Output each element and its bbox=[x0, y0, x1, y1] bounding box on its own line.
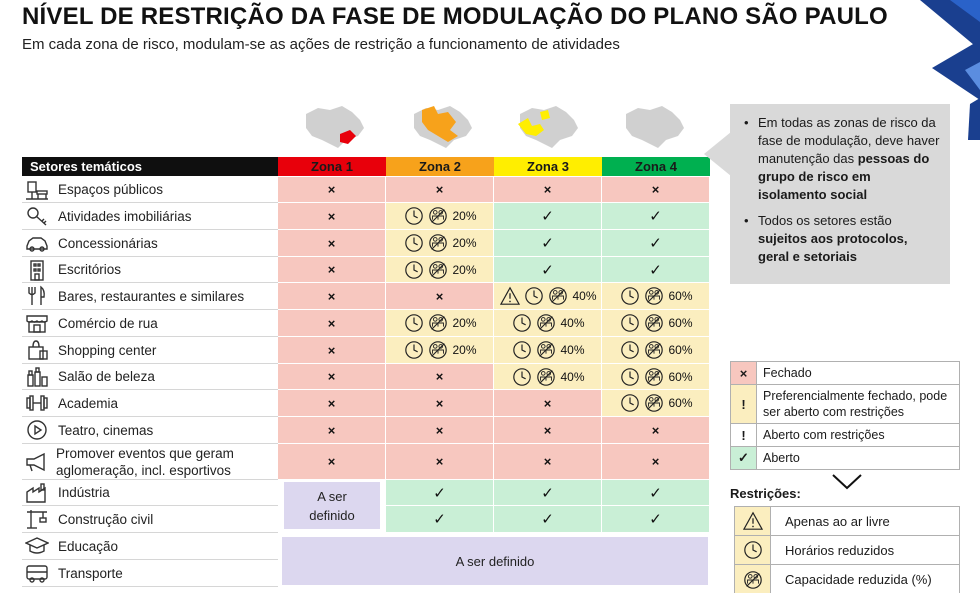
closed-icon: × bbox=[543, 182, 552, 197]
restriction-item bbox=[735, 536, 959, 565]
sector-label: Indústria bbox=[22, 480, 278, 506]
status-cell-zona4 bbox=[602, 390, 710, 417]
status-cell-zona1 bbox=[278, 257, 386, 283]
closed-icon: × bbox=[327, 454, 336, 469]
restriction-text: Apenas ao ar livre bbox=[785, 513, 890, 529]
page-title: NÍVEL DE RESTRIÇÃO DA FASE DE MODULAÇÃO DO PLANO SÃO PAULO bbox=[22, 3, 888, 30]
table-row bbox=[22, 230, 710, 257]
status-cell-zona4 bbox=[602, 177, 710, 203]
closed-icon: × bbox=[543, 454, 552, 469]
sector-label: Salão de beleza bbox=[22, 364, 278, 390]
status-cell-zona2 bbox=[386, 310, 494, 337]
status-cell-zona2 bbox=[386, 177, 494, 203]
closed-icon: × bbox=[435, 422, 444, 438]
status-cell-zona4 bbox=[602, 444, 710, 480]
capacity-icon bbox=[644, 367, 664, 387]
status-legend bbox=[730, 361, 960, 470]
status-cell-zona1 bbox=[278, 230, 386, 257]
clock-icon bbox=[524, 286, 544, 306]
status-cell-zona3 bbox=[494, 230, 602, 257]
header-zone-2: Zona 2 bbox=[386, 157, 494, 176]
open-check-icon: ✓ bbox=[433, 511, 446, 528]
dumbbell-icon bbox=[24, 392, 50, 414]
legend-swatch: ! bbox=[731, 385, 757, 423]
closed-icon: × bbox=[327, 208, 336, 224]
capacity-icon bbox=[536, 340, 556, 360]
table-row bbox=[22, 417, 710, 444]
closed-icon: × bbox=[543, 395, 552, 411]
beauty-bottles-icon bbox=[24, 366, 50, 388]
status-cell-zona2 bbox=[386, 390, 494, 417]
clock-icon bbox=[404, 233, 424, 253]
callout-bullet-1: • Em todas as zonas de risco da fase de modulação, deve haver manutenção das pessoas do grupo de risco em isolamento social bbox=[740, 114, 940, 204]
capacity-icon bbox=[735, 565, 771, 593]
closed-icon: × bbox=[327, 315, 336, 331]
status-cell-zona1 bbox=[278, 283, 386, 310]
page-subtitle: Em cada zona de risco, modulam-se as ações de restrição a funcionamento de atividades bbox=[22, 36, 620, 53]
table-row bbox=[22, 364, 710, 390]
status-cell-zona4 bbox=[602, 257, 710, 283]
capacity-icon bbox=[644, 313, 664, 333]
restriction-text: Horários reduzidos bbox=[785, 542, 895, 558]
clock-icon bbox=[512, 367, 532, 387]
clock-icon bbox=[620, 393, 640, 413]
table-row bbox=[22, 177, 710, 203]
car-icon bbox=[24, 232, 50, 254]
capacity-percent: 60% bbox=[668, 289, 693, 303]
capacity-icon bbox=[644, 286, 664, 306]
capacity-percent: 20% bbox=[452, 343, 477, 357]
warning-triangle-icon bbox=[500, 286, 520, 306]
legend-preferably-closed bbox=[731, 385, 959, 424]
status-cell-zona3 bbox=[494, 390, 602, 417]
capacity-percent: 20% bbox=[452, 316, 477, 330]
open-check-icon: ✓ bbox=[433, 484, 446, 502]
capacity-icon bbox=[428, 206, 448, 226]
legend-swatch: ✓ bbox=[731, 447, 757, 469]
status-cell-zona3 bbox=[494, 310, 602, 337]
status-cell-zona2 bbox=[386, 480, 494, 506]
capacity-percent: 20% bbox=[452, 236, 477, 250]
education-transport-tbd-block: A ser definido bbox=[282, 537, 708, 585]
sector-label: Comércio de rua bbox=[22, 310, 278, 337]
closed-icon: × bbox=[327, 369, 336, 384]
building-icon bbox=[24, 259, 50, 281]
capacity-percent: 40% bbox=[560, 316, 585, 330]
clock-icon bbox=[404, 340, 424, 360]
capacity-icon bbox=[644, 340, 664, 360]
status-cell-zona1 bbox=[278, 203, 386, 230]
clock-icon bbox=[404, 260, 424, 280]
clock-icon bbox=[620, 286, 640, 306]
legend-open bbox=[731, 447, 959, 469]
status-cell-zona1 bbox=[278, 364, 386, 390]
header-sector: Setores temáticos bbox=[22, 157, 278, 176]
status-cell-zona3 bbox=[494, 203, 602, 230]
restrictions-title: Restrições: bbox=[730, 486, 801, 501]
closed-icon: × bbox=[327, 182, 336, 197]
status-cell-zona3 bbox=[494, 480, 602, 506]
clock-icon bbox=[512, 313, 532, 333]
bus-icon bbox=[24, 562, 50, 584]
legend-text: Preferencialmente fechado, pode ser aberto com restrições bbox=[763, 389, 948, 419]
status-cell-zona2 bbox=[386, 203, 494, 230]
sector-label: Teatro, cinemas bbox=[22, 417, 278, 444]
closed-icon: × bbox=[435, 369, 444, 384]
sector-label: Educação bbox=[22, 533, 278, 560]
capacity-icon bbox=[428, 233, 448, 253]
restriction-item bbox=[735, 565, 959, 593]
table-row bbox=[22, 310, 710, 337]
open-check-icon: ✓ bbox=[541, 511, 554, 528]
sector-label: Bares, restaurantes e similares bbox=[22, 283, 278, 310]
capacity-percent: 40% bbox=[560, 343, 585, 357]
sector-label: Espaços públicos bbox=[22, 177, 278, 203]
clock-icon bbox=[620, 313, 640, 333]
table-row bbox=[22, 444, 710, 480]
status-cell-zona3 bbox=[494, 417, 602, 444]
sector-label: Transporte bbox=[22, 560, 278, 587]
callout-bullet-2: • Todos os setores estão sujeitos aos protocolos, geral e setoriais bbox=[740, 212, 940, 266]
closed-icon: × bbox=[435, 182, 444, 197]
status-cell-zona3 bbox=[494, 444, 602, 480]
cutlery-icon bbox=[24, 285, 50, 307]
status-cell-zona4 bbox=[602, 506, 710, 533]
closed-icon: × bbox=[651, 454, 660, 469]
play-icon bbox=[24, 419, 50, 441]
shopping-bag-icon bbox=[24, 339, 50, 361]
sector-label: Escritórios bbox=[22, 257, 278, 283]
sector-label: Construção civil bbox=[22, 506, 278, 533]
status-cell-zona2 bbox=[386, 364, 494, 390]
status-cell-zona3 bbox=[494, 257, 602, 283]
closed-icon: × bbox=[651, 182, 660, 197]
status-cell-zona1 bbox=[278, 444, 386, 480]
status-cell-zona4 bbox=[602, 337, 710, 364]
legend-closed bbox=[731, 362, 959, 385]
open-check-icon: ✓ bbox=[541, 235, 554, 252]
status-cell-zona2 bbox=[386, 230, 494, 257]
table-row bbox=[22, 390, 710, 417]
closed-icon: × bbox=[435, 288, 444, 304]
closed-icon: × bbox=[651, 422, 660, 438]
status-cell-zona2 bbox=[386, 417, 494, 444]
status-cell-zona2 bbox=[386, 337, 494, 364]
sector-label: Shopping center bbox=[22, 337, 278, 364]
capacity-icon bbox=[428, 340, 448, 360]
zone2-map-icon bbox=[408, 100, 478, 152]
closed-icon: × bbox=[435, 395, 444, 411]
legend-swatch: ! bbox=[731, 424, 757, 446]
legend-text: Aberto bbox=[763, 451, 800, 465]
capacity-percent: 20% bbox=[452, 262, 477, 277]
capacity-icon bbox=[536, 313, 556, 333]
megaphone-icon bbox=[24, 451, 48, 473]
sector-label: Academia bbox=[22, 390, 278, 417]
restriction-text: Capacidade reduzida (%) bbox=[785, 572, 932, 587]
status-cell-zona3 bbox=[494, 506, 602, 533]
open-check-icon: ✓ bbox=[649, 208, 662, 225]
zone4-map-icon bbox=[620, 100, 690, 152]
capacity-icon bbox=[536, 367, 556, 387]
open-check-icon: ✓ bbox=[649, 511, 662, 528]
capacity-percent: 60% bbox=[668, 343, 693, 357]
chevron-down-icon bbox=[831, 473, 863, 491]
sector-label: Concessionárias bbox=[22, 230, 278, 257]
status-cell-zona4 bbox=[602, 310, 710, 337]
capacity-percent: 60% bbox=[668, 316, 693, 330]
capacity-icon bbox=[644, 393, 664, 413]
capacity-percent: 60% bbox=[668, 396, 693, 410]
status-cell-zona2 bbox=[386, 444, 494, 480]
closed-icon: × bbox=[327, 235, 336, 251]
clock-icon bbox=[735, 536, 771, 564]
status-cell-zona3 bbox=[494, 283, 602, 310]
status-cell-zona4 bbox=[602, 480, 710, 506]
table-row bbox=[22, 283, 710, 310]
status-cell-zona1 bbox=[278, 310, 386, 337]
header-zone-1: Zona 1 bbox=[278, 157, 386, 176]
capacity-percent: 20% bbox=[452, 209, 477, 223]
park-bench-icon bbox=[24, 179, 50, 201]
capacity-icon bbox=[548, 286, 568, 306]
status-cell-zona3 bbox=[494, 364, 602, 390]
zone1-tbd-block: A ser definido bbox=[284, 482, 380, 529]
zone3-map-icon bbox=[514, 100, 584, 152]
header-zone-3: Zona 3 bbox=[494, 157, 602, 176]
status-cell-zona4 bbox=[602, 364, 710, 390]
capacity-percent: 40% bbox=[560, 369, 585, 384]
legend-text: Fechado bbox=[763, 366, 812, 380]
clock-icon bbox=[620, 340, 640, 360]
clock-icon bbox=[512, 340, 532, 360]
capacity-percent: 60% bbox=[668, 369, 693, 384]
status-cell-zona2 bbox=[386, 283, 494, 310]
status-cell-zona4 bbox=[602, 283, 710, 310]
closed-icon: × bbox=[327, 342, 336, 358]
factory-icon bbox=[24, 482, 50, 504]
table-row bbox=[22, 257, 710, 283]
capacity-percent: 40% bbox=[572, 289, 597, 303]
open-check-icon: ✓ bbox=[649, 484, 662, 502]
callout-arrow bbox=[704, 132, 731, 176]
legend-text: Aberto com restrições bbox=[763, 428, 885, 442]
warning-triangle-icon bbox=[735, 507, 771, 535]
status-cell-zona2 bbox=[386, 506, 494, 533]
open-check-icon: ✓ bbox=[541, 208, 554, 225]
sector-label: Promover eventos que geram aglomeração, incl. esportivos bbox=[22, 444, 278, 480]
closed-icon: × bbox=[327, 395, 336, 411]
closed-icon: × bbox=[543, 422, 552, 438]
status-cell-zona1 bbox=[278, 390, 386, 417]
key-icon bbox=[24, 205, 50, 227]
status-cell-zona2 bbox=[386, 257, 494, 283]
restriction-item bbox=[735, 507, 959, 536]
clock-icon bbox=[404, 313, 424, 333]
zone1-map-icon bbox=[300, 100, 370, 152]
clock-icon bbox=[404, 206, 424, 226]
closed-icon: × bbox=[435, 454, 444, 469]
table-row bbox=[22, 337, 710, 364]
status-cell-zona1 bbox=[278, 337, 386, 364]
status-cell-zona1 bbox=[278, 417, 386, 444]
header-zone-4: Zona 4 bbox=[602, 157, 710, 176]
status-cell-zona4 bbox=[602, 203, 710, 230]
status-cell-zona1 bbox=[278, 177, 386, 203]
legend-swatch: × bbox=[731, 362, 757, 384]
info-callout bbox=[730, 104, 950, 284]
graduation-cap-icon bbox=[24, 535, 50, 557]
open-check-icon: ✓ bbox=[649, 261, 662, 279]
capacity-icon bbox=[428, 260, 448, 280]
status-cell-zona3 bbox=[494, 177, 602, 203]
status-cell-zona4 bbox=[602, 417, 710, 444]
restrictions-legend bbox=[734, 506, 960, 593]
sector-label: Atividades imobiliárias bbox=[22, 203, 278, 230]
closed-icon: × bbox=[327, 288, 336, 304]
table-row bbox=[22, 203, 710, 230]
closed-icon: × bbox=[327, 422, 336, 438]
storefront-icon bbox=[24, 312, 50, 334]
open-check-icon: ✓ bbox=[541, 484, 554, 502]
open-check-icon: ✓ bbox=[649, 235, 662, 252]
status-cell-zona4 bbox=[602, 230, 710, 257]
crane-icon bbox=[24, 508, 50, 530]
capacity-icon bbox=[428, 313, 448, 333]
clock-icon bbox=[620, 367, 640, 387]
open-check-icon: ✓ bbox=[541, 261, 554, 279]
status-cell-zona3 bbox=[494, 337, 602, 364]
legend-open-with-restrictions bbox=[731, 424, 959, 447]
closed-icon: × bbox=[327, 262, 336, 277]
